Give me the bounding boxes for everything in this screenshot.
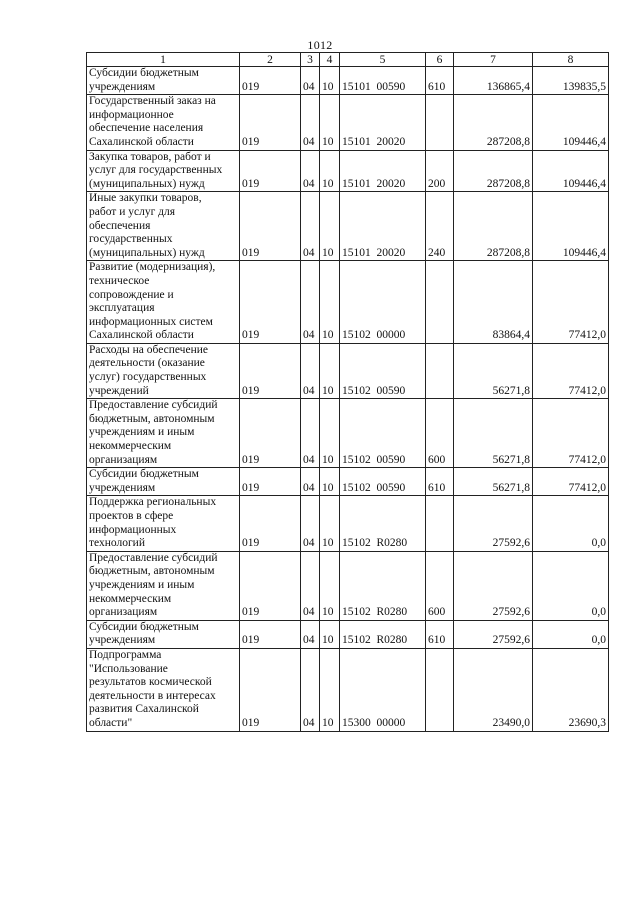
table-row — [87, 261, 609, 344]
table-row — [87, 192, 609, 261]
row-expense-type — [426, 648, 454, 731]
col-header-1: 1 — [87, 53, 240, 67]
row-name: Закупка товаров, работ и услуг для государственных (муниципальных) нужд — [87, 150, 240, 192]
row-target-code: 15300 00000 — [340, 648, 426, 731]
row-subsection-code: 10 — [320, 343, 340, 398]
table-row — [87, 648, 609, 731]
row-name: Расходы на обеспечение деятельности (оказание услуг) государственных учреждений — [87, 343, 240, 398]
row-expense-type: 600 — [426, 551, 454, 620]
row-ministry-code: 019 — [240, 343, 301, 398]
row-amount-2: 109446,4 — [533, 150, 609, 192]
row-subsection-code: 10 — [320, 95, 340, 150]
row-subsection-code: 10 — [320, 399, 340, 468]
row-target-code: 15101 20020 — [340, 192, 426, 261]
row-amount-1: 83864,4 — [454, 261, 533, 344]
row-name: Иные закупки товаров, работ и услуг для обеспечения государственных (муниципальных) нужд — [87, 192, 240, 261]
row-expense-type: 600 — [426, 399, 454, 468]
table-row — [87, 95, 609, 150]
row-name: Субсидии бюджетным учреждениям — [87, 67, 240, 95]
row-name: Субсидии бюджетным учреждениям — [87, 468, 240, 496]
row-subsection-code: 10 — [320, 150, 340, 192]
row-amount-1: 27592,6 — [454, 496, 533, 551]
row-section-code: 04 — [301, 192, 320, 261]
row-subsection-code: 10 — [320, 620, 340, 648]
row-target-code: 15101 20020 — [340, 150, 426, 192]
row-subsection-code: 10 — [320, 67, 340, 95]
row-expense-type: 240 — [426, 192, 454, 261]
col-header-5: 5 — [340, 53, 426, 67]
row-section-code: 04 — [301, 67, 320, 95]
row-amount-2: 109446,4 — [533, 95, 609, 150]
row-amount-2: 0,0 — [533, 551, 609, 620]
row-amount-2: 109446,4 — [533, 192, 609, 261]
col-header-4: 4 — [320, 53, 340, 67]
row-name: Субсидии бюджетным учреждениям — [87, 620, 240, 648]
row-amount-1: 56271,8 — [454, 399, 533, 468]
row-target-code: 15102 R0280 — [340, 496, 426, 551]
row-target-code: 15102 00000 — [340, 261, 426, 344]
row-amount-2: 77412,0 — [533, 343, 609, 398]
row-expense-type: 610 — [426, 468, 454, 496]
row-name: Государственный заказ на информационное обеспечение населения Сахалинской области — [87, 95, 240, 150]
row-ministry-code: 019 — [240, 150, 301, 192]
row-expense-type — [426, 261, 454, 344]
row-expense-type — [426, 343, 454, 398]
row-amount-2: 0,0 — [533, 496, 609, 551]
row-amount-2: 0,0 — [533, 620, 609, 648]
row-ministry-code: 019 — [240, 261, 301, 344]
row-section-code: 04 — [301, 95, 320, 150]
header-row — [87, 53, 609, 67]
row-target-code: 15102 R0280 — [340, 551, 426, 620]
row-amount-2: 139835,5 — [533, 67, 609, 95]
row-section-code: 04 — [301, 343, 320, 398]
table-row — [87, 343, 609, 398]
table-row — [87, 468, 609, 496]
row-amount-1: 27592,6 — [454, 620, 533, 648]
row-expense-type: 200 — [426, 150, 454, 192]
row-subsection-code: 10 — [320, 192, 340, 261]
row-amount-1: 56271,8 — [454, 343, 533, 398]
row-section-code: 04 — [301, 551, 320, 620]
page-number: 1012 — [307, 38, 333, 52]
table-row — [87, 620, 609, 648]
row-expense-type: 610 — [426, 67, 454, 95]
row-name: Развитие (модернизация), техническое сопровождение и эксплуатация информационных систем Сахалинской области — [87, 261, 240, 344]
row-amount-1: 287208,8 — [454, 95, 533, 150]
row-expense-type: 610 — [426, 620, 454, 648]
row-amount-2: 77412,0 — [533, 261, 609, 344]
row-ministry-code: 019 — [240, 648, 301, 731]
row-subsection-code: 10 — [320, 496, 340, 551]
row-target-code: 15102 00590 — [340, 343, 426, 398]
row-section-code: 04 — [301, 261, 320, 344]
budget-table — [86, 52, 609, 732]
table-row — [87, 150, 609, 192]
row-name: Предоставление субсидий бюджетным, автономным учреждениям и иным некоммерческим организациям — [87, 551, 240, 620]
row-amount-1: 287208,8 — [454, 150, 533, 192]
row-ministry-code: 019 — [240, 551, 301, 620]
row-target-code: 15101 20020 — [340, 95, 426, 150]
row-section-code: 04 — [301, 496, 320, 551]
table-row — [87, 496, 609, 551]
row-name: Предоставление субсидий бюджетным, автономным учреждениям и иным некоммерческим организациям — [87, 399, 240, 468]
col-header-6: 6 — [426, 53, 454, 67]
row-amount-1: 56271,8 — [454, 468, 533, 496]
row-target-code: 15101 00590 — [340, 67, 426, 95]
row-subsection-code: 10 — [320, 261, 340, 344]
table-row — [87, 551, 609, 620]
row-amount-2: 23690,3 — [533, 648, 609, 731]
row-subsection-code: 10 — [320, 468, 340, 496]
row-amount-2: 77412,0 — [533, 399, 609, 468]
row-subsection-code: 10 — [320, 648, 340, 731]
row-section-code: 04 — [301, 468, 320, 496]
row-amount-1: 23490,0 — [454, 648, 533, 731]
row-ministry-code: 019 — [240, 192, 301, 261]
row-section-code: 04 — [301, 620, 320, 648]
row-target-code: 15102 R0280 — [340, 620, 426, 648]
table-row — [87, 399, 609, 468]
col-header-7: 7 — [454, 53, 533, 67]
row-ministry-code: 019 — [240, 67, 301, 95]
row-section-code: 04 — [301, 648, 320, 731]
col-header-3: 3 — [301, 53, 320, 67]
row-subsection-code: 10 — [320, 551, 340, 620]
row-name: Подпрограмма "Использование результатов космической деятельности в интересах развития Сахалинской области" — [87, 648, 240, 731]
row-ministry-code: 019 — [240, 95, 301, 150]
row-expense-type — [426, 95, 454, 150]
row-expense-type — [426, 496, 454, 551]
row-ministry-code: 019 — [240, 620, 301, 648]
row-target-code: 15102 00590 — [340, 468, 426, 496]
row-amount-1: 27592,6 — [454, 551, 533, 620]
row-name: Поддержка региональных проектов в сфере информационных технологий — [87, 496, 240, 551]
row-ministry-code: 019 — [240, 399, 301, 468]
col-header-8: 8 — [533, 53, 609, 67]
row-ministry-code: 019 — [240, 468, 301, 496]
row-section-code: 04 — [301, 150, 320, 192]
row-ministry-code: 019 — [240, 496, 301, 551]
row-amount-1: 287208,8 — [454, 192, 533, 261]
row-section-code: 04 — [301, 399, 320, 468]
row-target-code: 15102 00590 — [340, 399, 426, 468]
row-amount-2: 77412,0 — [533, 468, 609, 496]
col-header-2: 2 — [240, 53, 301, 67]
table-row — [87, 67, 609, 95]
row-amount-1: 136865,4 — [454, 67, 533, 95]
